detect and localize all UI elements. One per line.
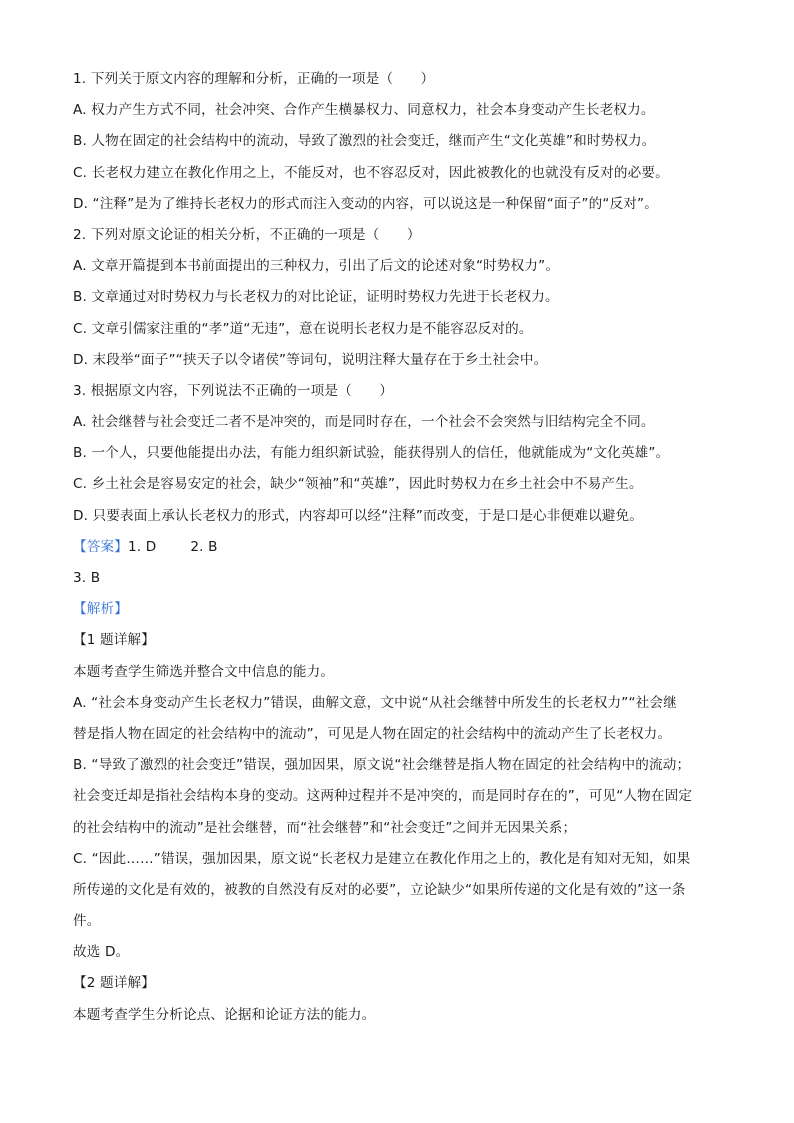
q1-detail-c-line1: C. “因此……”错误，强加因果，原文说“长老权力是建立在教化作用之上的，教化是有知对无知，如果 bbox=[73, 850, 691, 867]
question-1-option-d: D. “注释”是为了维持长老权力的形式而注入变动的内容，可以说这是一种保留“面子”的“反对”。 bbox=[73, 195, 658, 212]
q1-detail-b-line2: 社会变迁却是指社会结构本身的变动。这两种过程并不是冲突的，而是同时存在的”，可见“人物在固定 bbox=[73, 788, 693, 805]
question-1-option-b: B. 人物在固定的社会结构中的流动，导致了激烈的社会变迁，继而产生“文化英雄”和时势权力。 bbox=[73, 133, 656, 150]
answer-3: 3. B bbox=[73, 570, 101, 586]
q1-detail-b-line1: B. “导致了激烈的社会变迁”错误，强加因果，原文说“社会继替是指人物在固定的社会结构中的流动； bbox=[73, 757, 691, 774]
answer-2: 2. B bbox=[190, 538, 218, 555]
q1-choice: 故选 D。 bbox=[73, 944, 130, 961]
answer-line bbox=[73, 532, 733, 563]
question-1-option-a: A. 权力产生方式不同，社会冲突、合作产生横暴权力、同意权力，社会本身变动产生长老权力。 bbox=[73, 102, 655, 119]
q1-detail-b-line3: 的社会结构中的流动”是社会继替，而“社会继替”和“社会变迁”之间并无因果关系； bbox=[73, 819, 577, 836]
analysis-tag: 【解析】 bbox=[73, 601, 128, 618]
q1-detail-c-line2: 所传递的文化是有效的，被教的自然没有反对的必要”，立论缺少“如果所传递的文化是有效的”这一条 bbox=[73, 881, 686, 898]
question-1-stem: 1. 下列关于原文内容的理解和分析，正确的一项是（ ） bbox=[73, 71, 435, 87]
q1-detail-intro: 本题考查学生筛选并整合文中信息的能力。 bbox=[73, 663, 335, 680]
question-3-option-c: C. 乡土社会是容易安定的社会，缺少“领袖”和“英雄”，因此时势权力在乡土社会中不易产生。 bbox=[73, 476, 643, 493]
q1-detail-a-line1: A. “社会本身变动产生长老权力”错误，曲解文意，文中说“从社会继替中所发生的长老权力”“社会继 bbox=[73, 694, 677, 711]
q1-detail-a-line2: 替是指人物在固定的社会结构中的流动”，可见是人物在固定的社会结构中的流动产生了长老权力。 bbox=[73, 725, 672, 742]
question-3-option-b: B. 一个人，只要他能提出办法，有能力组织新试验，能获得别人的信任，他就能成为“文化英雄”。 bbox=[73, 445, 670, 462]
question-2-option-a: A. 文章开篇提到本书前面提出的三种权力，引出了后文的论述对象“时势权力”。 bbox=[73, 258, 560, 275]
answer-tag: 【答案】 bbox=[73, 538, 128, 555]
answer-1: 1. D bbox=[127, 538, 157, 555]
q2-detail-heading: 【2 题详解】 bbox=[73, 975, 155, 992]
question-3-stem: 3. 根据原文内容，下列说法不正确的一项是（ ） bbox=[73, 382, 394, 399]
q1-detail-heading: 【1 题详解】 bbox=[73, 632, 155, 649]
question-3-option-a: A. 社会继替与社会变迁二者不是冲突的，而是同时存在，一个社会不会突然与旧结构完全不同。 bbox=[73, 414, 655, 431]
question-2-option-c: C. 文章引儒家注重的“孝”道“无违”，意在说明长老权力是不能容忍反对的。 bbox=[73, 320, 533, 337]
question-2-option-b: B. 文章通过对时势权力与长老权力的对比论证，证明时势权力先进于长老权力。 bbox=[73, 289, 559, 306]
q1-detail-c-line3: 件。 bbox=[73, 913, 101, 930]
question-3-option-d: D. 只要表面上承认长老权力的形式，内容却可以经“注释”而改变，于是口是心非便难以避免。 bbox=[73, 507, 643, 524]
question-2-stem: 2. 下列对原文论证的相关分析，不正确的一项是（ ） bbox=[73, 226, 421, 243]
question-2-option-d: D. 末段举“面子”“挟天子以令诸侯”等词句，说明注释大量存在于乡土社会中。 bbox=[73, 351, 548, 368]
q2-detail-intro: 本题考查学生分析论点、论据和论证方法的能力。 bbox=[73, 1006, 376, 1023]
question-1-option-c: C. 长老权力建立在教化作用之上，不能反对，也不容忍反对，因此被教化的也就没有反对的必要。 bbox=[73, 164, 669, 181]
document-page bbox=[73, 64, 733, 1031]
